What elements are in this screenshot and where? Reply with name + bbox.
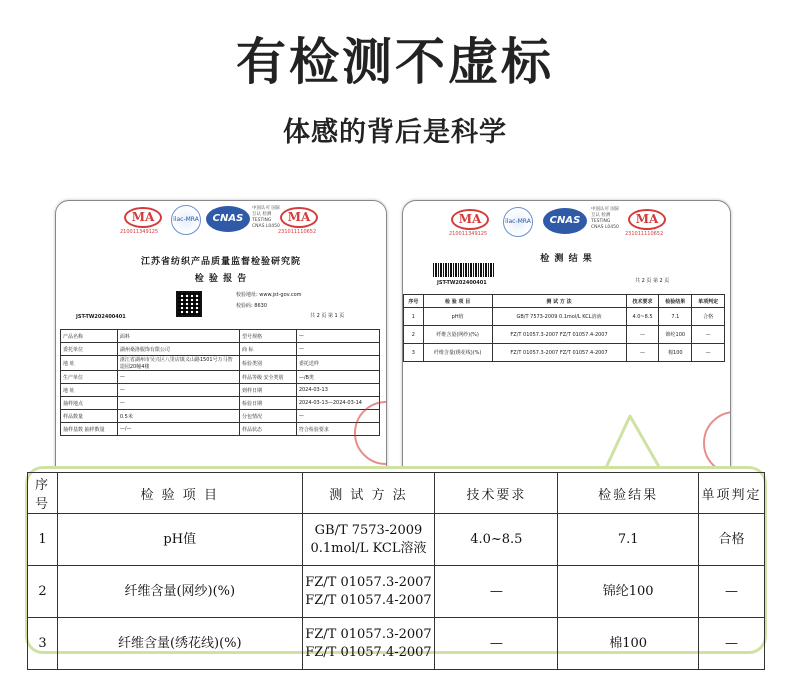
report-title: 检 验 报 告 — [194, 274, 248, 284]
ilac-logo: ilac-MRA — [503, 207, 533, 237]
column-header: 单项判定 — [692, 295, 725, 308]
row-item: 纤维含量(绣花线)(%) — [57, 618, 302, 670]
table-row — [61, 330, 380, 343]
field-label: 样品等级 安全类别 — [239, 371, 296, 384]
table-cell: 锦纶100 — [659, 326, 692, 344]
field-value: — — [117, 384, 239, 397]
table-row — [28, 618, 765, 670]
field-label: 委托单位 — [61, 343, 118, 356]
table-cell: 7.1 — [659, 308, 692, 326]
ma-number-right: 231011110652 — [625, 231, 664, 237]
row-result: 锦纶100 — [558, 566, 699, 618]
table-cell: pH值 — [423, 308, 492, 326]
table-row — [61, 356, 380, 371]
page-indicator: 共 2 页 第 1 页 — [310, 313, 345, 319]
field-label: 型号规格 — [239, 330, 296, 343]
page-indicator: 共 2 页 第 2 页 — [635, 278, 670, 284]
field-value: 面料 — [117, 330, 239, 343]
table-cell: 纤维含量(绣花线)(%) — [423, 344, 492, 362]
field-value: 2024-03-13 — [296, 384, 379, 397]
field-label: 样品数量 — [61, 410, 118, 423]
field-value: 符合检验要求 — [296, 423, 379, 436]
cnas-logo: CNAS — [206, 206, 250, 232]
page-title: 有检测不虚标 — [236, 33, 554, 91]
row-no: 1 — [28, 514, 58, 566]
table-row — [404, 326, 725, 344]
row-result: 7.1 — [558, 514, 699, 566]
header-requirement: 技术要求 — [435, 473, 558, 514]
row-item: 纤维含量(网纱)(%) — [57, 566, 302, 618]
report-page-right — [402, 200, 731, 502]
ma-logo-right: MA — [280, 207, 318, 228]
field-label: 产品名称 — [61, 330, 118, 343]
row-method: GB/T 7573-2009 0.1mol/L KCL溶液 — [302, 514, 435, 566]
field-value: — — [296, 410, 379, 423]
qr-code-icon — [176, 291, 202, 317]
row-method: FZ/T 01057.3-2007 FZ/T 01057.4-2007 — [302, 566, 435, 618]
field-label: 到样日期 — [239, 384, 296, 397]
field-value: 0.5米 — [117, 410, 239, 423]
column-header: 序号 — [404, 295, 424, 308]
field-label: 地 址 — [61, 384, 118, 397]
verify-code: 校验码: 8630 — [236, 303, 267, 309]
table-cell: — — [626, 326, 659, 344]
field-label: 抽样基数 抽样数量 — [61, 423, 118, 436]
row-result: 棉100 — [558, 618, 699, 670]
field-value: 2024-03-13—2024-03-14 — [296, 397, 379, 410]
table-cell: — — [692, 344, 725, 362]
column-header: 检验结果 — [659, 295, 692, 308]
table-row — [61, 410, 380, 423]
row-requirement: — — [435, 618, 558, 670]
table-cell: 1 — [404, 308, 424, 326]
field-value: —/— — [117, 423, 239, 436]
institute-name: 江苏省纺织产品质量监督检验研究院 — [140, 257, 301, 267]
barcode-icon — [433, 263, 495, 277]
results-title: 检 测 结 果 — [540, 254, 593, 264]
header-item: 检 验 项 目 — [57, 473, 302, 514]
field-value: — — [296, 343, 379, 356]
field-value: 浙江省湖州市吴兴区八里店镇义山路1501号万马智造园20幢4楼 — [117, 356, 239, 371]
row-requirement: 4.0~8.5 — [435, 514, 558, 566]
field-label: 分包情况 — [239, 410, 296, 423]
field-value: — — [117, 371, 239, 384]
table-cell: 合格 — [692, 308, 725, 326]
row-no: 2 — [28, 566, 58, 618]
table-row — [404, 308, 725, 326]
row-judgement: — — [699, 566, 765, 618]
table-row — [404, 344, 725, 362]
report-page-left — [55, 200, 387, 502]
row-method: FZ/T 01057.3-2007 FZ/T 01057.4-2007 — [302, 618, 435, 670]
row-no: 3 — [28, 618, 58, 670]
field-label: 样品状态 — [239, 423, 296, 436]
ma-number: 210011349125 — [449, 231, 488, 237]
page-subtitle: 体感的背后是科学 — [283, 117, 507, 148]
table-row — [61, 423, 380, 436]
ma-number: 210011349125 — [120, 229, 159, 235]
column-header: 技术要求 — [626, 295, 659, 308]
table-cell: 3 — [404, 344, 424, 362]
row-requirement: — — [435, 566, 558, 618]
table-row — [28, 514, 765, 566]
header-method: 测 试 方 法 — [302, 473, 435, 514]
field-value: 湖州桑洛服饰有限公司 — [117, 343, 239, 356]
column-header: 测 试 方 法 — [492, 295, 626, 308]
field-value: — — [117, 397, 239, 410]
report-info-table — [60, 329, 380, 436]
table-cell: 棉100 — [659, 344, 692, 362]
field-label: 商 标 — [239, 343, 296, 356]
table-row — [61, 397, 380, 410]
verify-site: 校验地址: www.jst-gov.com — [236, 292, 302, 298]
ilac-logo: ilac-MRA — [171, 205, 201, 235]
ma-logo: MA — [451, 209, 489, 230]
ma-number-right: 231011110652 — [278, 229, 317, 235]
table-cell: FZ/T 01057.3-2007 FZ/T 01057.4-2007 — [492, 344, 626, 362]
table-cell: 2 — [404, 326, 424, 344]
report-number: JST-TW202400401 — [437, 280, 487, 286]
header-judgement: 单项判定 — [699, 473, 765, 514]
row-item: pH值 — [57, 514, 302, 566]
table-cell: — — [626, 344, 659, 362]
header-result: 检验结果 — [558, 473, 699, 514]
cnas-caption: 中国认可 国际互认 检测 TESTING CNAS L0450 — [591, 207, 620, 230]
field-value: — — [296, 330, 379, 343]
field-value: —/B类 — [296, 371, 379, 384]
report-number: JST-TW202400401 — [76, 314, 126, 320]
table-cell: FZ/T 01057.3-2007 FZ/T 01057.4-2007 — [492, 326, 626, 344]
field-value: 委托送样 — [296, 356, 379, 371]
table-cell: 纤维含量(网纱)(%) — [423, 326, 492, 344]
callout-pointer — [600, 410, 670, 472]
field-label: 生产单位 — [61, 371, 118, 384]
table-cell: 4.0~8.5 — [626, 308, 659, 326]
table-row — [61, 371, 380, 384]
header-no: 序号 — [28, 473, 58, 514]
row-judgement: — — [699, 618, 765, 670]
ma-logo-right: MA — [628, 209, 666, 230]
column-header: 检 验 项 目 — [423, 295, 492, 308]
table-cell: — — [692, 326, 725, 344]
zoomed-results-table — [27, 472, 765, 670]
field-label: 检验日期 — [239, 397, 296, 410]
field-label: 检验类别 — [239, 356, 296, 371]
cnas-logo: CNAS — [543, 208, 587, 234]
results-mini-table — [403, 294, 725, 362]
table-row — [61, 343, 380, 356]
table-row — [28, 566, 765, 618]
field-label: 抽样地点 — [61, 397, 118, 410]
field-label: 地 址 — [61, 356, 118, 371]
table-cell: GB/T 7573-2009 0.1mol/L KCL溶液 — [492, 308, 626, 326]
ma-logo: MA — [124, 207, 162, 228]
cnas-caption: 中国认可 国际互认 检测 TESTING CNAS L0450 — [252, 206, 281, 229]
table-row — [61, 384, 380, 397]
row-judgement: 合格 — [699, 514, 765, 566]
